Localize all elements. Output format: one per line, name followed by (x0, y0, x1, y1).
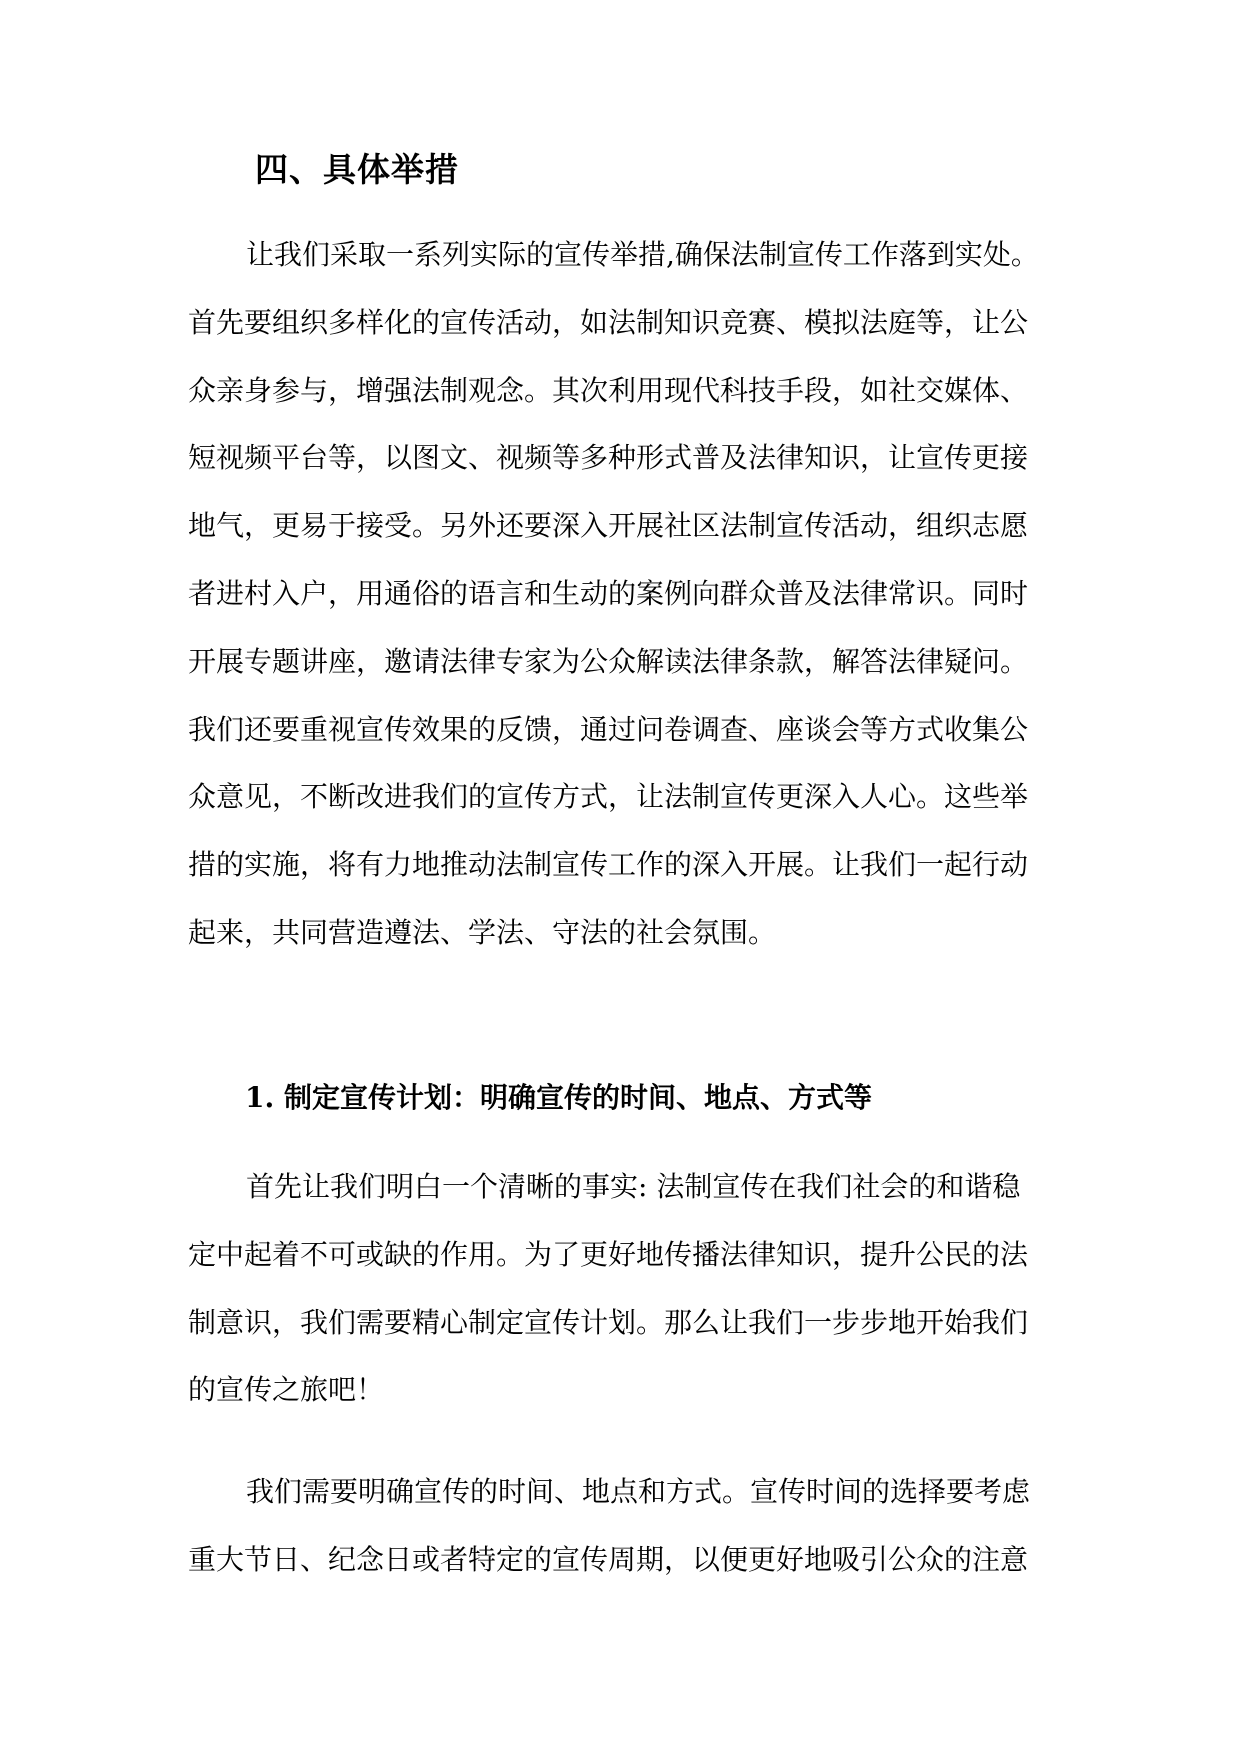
text-line: 起来，共同营造遵法、学法、守法的社会氛围。 (188, 915, 777, 949)
text-line: 首先要组织多样化的宣传活动，如法制知识竞赛、模拟法庭等，让公 (188, 305, 1029, 339)
text-line: 我们需要明确宣传的时间、地点和方式。宣传时间的选择要考虑 (246, 1475, 1031, 1508)
text-line: 短视频平台等，以图文、视频等多种形式普及法律知识，让宣传更接 (188, 441, 1029, 475)
paragraph-concrete-measures (188, 221, 1068, 967)
text-line: 开展专题讲座，邀请法律专家为公众解读法律条款，解答法律疑问。 (188, 644, 1029, 678)
text-line: 众意见，不断改进我们的宣传方式，让法制宣传更深入人心。这些举 (188, 780, 1029, 814)
text-line: 制意识，我们需要精心制定宣传计划。那么让我们一步步地开始我们 (188, 1305, 1029, 1339)
text-line: 措的实施，将有力地推动法制宣传工作的深入开展。让我们一起行动 (188, 848, 1029, 882)
text-line: 让我们采取一系列实际的宣传举措,确保法制宣传工作落到实处。 (246, 238, 1039, 271)
text-line: 定中起着不可或缺的作用。为了更好地传播法律知识，提升公民的法 (188, 1237, 1029, 1271)
paragraph-time-place (188, 1458, 1068, 1594)
text-line: 我们还要重视宣传效果的反馈，通过问卷调查、座谈会等方式收集公 (188, 712, 1029, 746)
section-heading: 四、具体举措 (255, 150, 459, 189)
text-line: 首先让我们明白一个清晰的事实: 法制宣传在我们社会的和谐稳 (246, 1170, 1021, 1203)
text-line: 众亲身参与，增强法制观念。其次利用现代科技手段，如社交媒体、 (188, 373, 1029, 407)
text-line: 者进村入户，用通俗的语言和生动的案例向群众普及法律常识。同时 (188, 576, 1029, 610)
text-line: 重大节日、纪念日或者特定的宣传周期，以便更好地吸引公众的注意 (188, 1542, 1029, 1576)
paragraph-plan-intro (188, 1153, 1068, 1424)
text-line: 的宣传之旅吧！ (188, 1373, 385, 1407)
text-line: 地气，更易于接受。另外还要深入开展社区法制宣传活动，组织志愿 (188, 509, 1029, 543)
subsection-heading: 1. 制定宣传计划：明确宣传的时间、地点、方式等 (245, 1081, 872, 1114)
